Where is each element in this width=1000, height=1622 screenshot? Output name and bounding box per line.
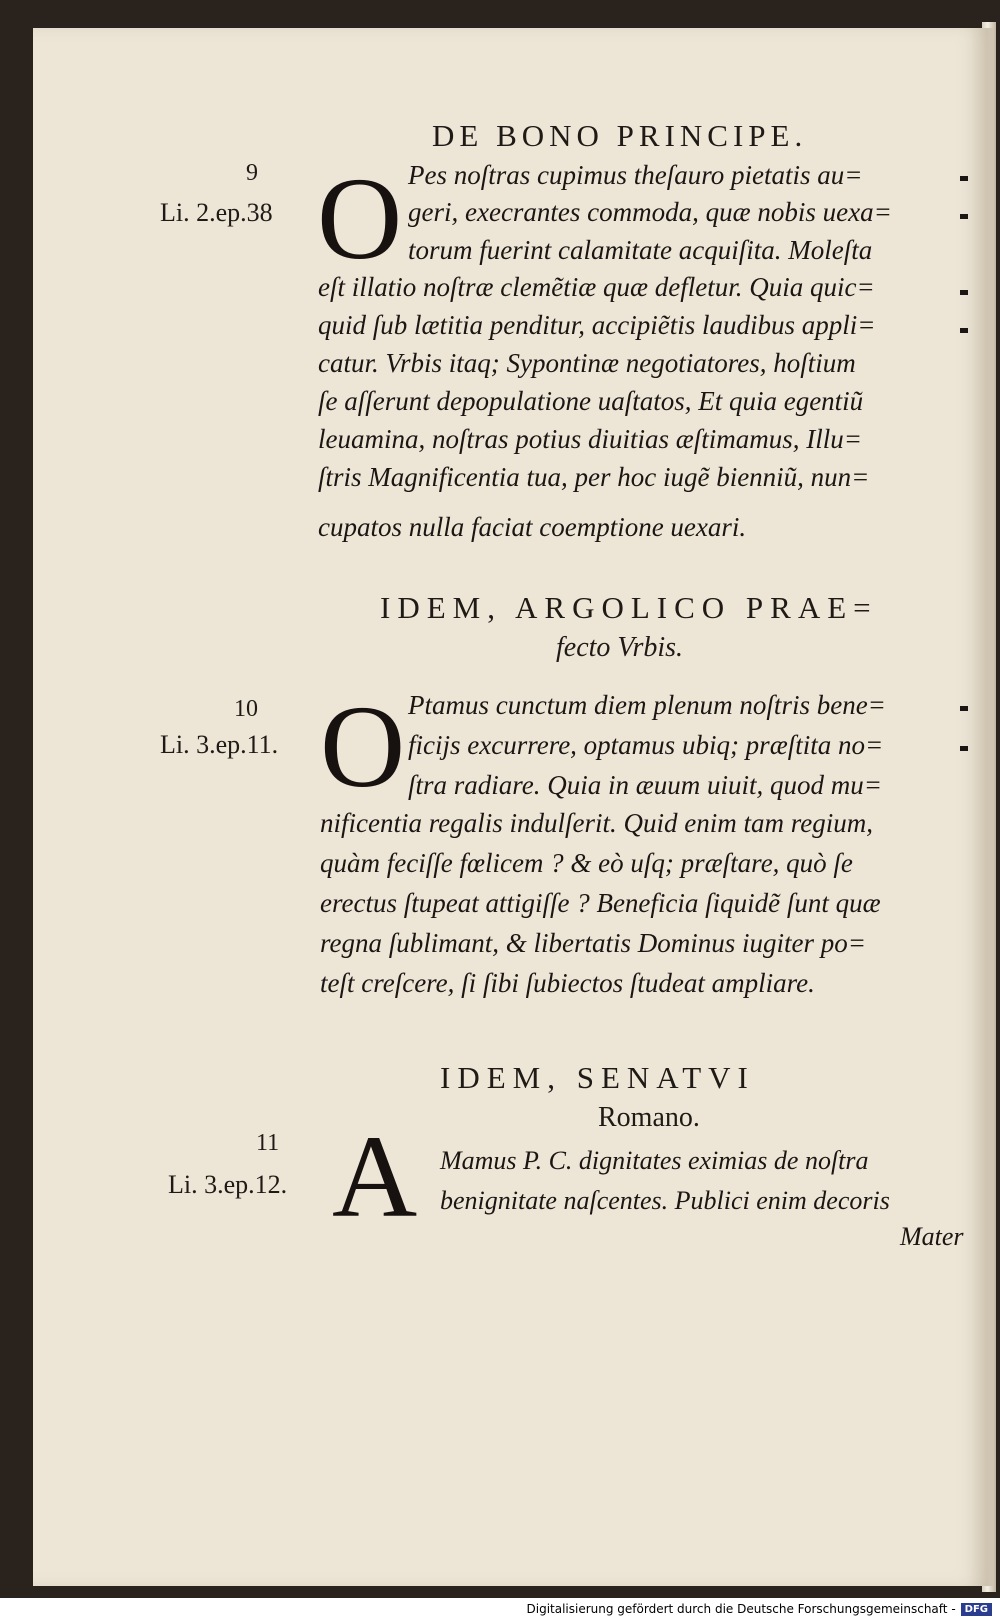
drop-initial: O	[320, 681, 406, 812]
footer-text: Digitalisierung gefördert durch die Deutsche Forschungsgemeinschaft -	[526, 1602, 956, 1616]
text-line: ſtris Magnificentia tua, per hoc iugẽ bienniũ, nun=	[318, 462, 870, 492]
section-subheading: Romano.	[598, 1102, 700, 1133]
text-line: benignitate naſcentes. Publici enim decoris	[440, 1186, 890, 1215]
text-line: cupatos nulla faciat coemptione uexari.	[318, 512, 747, 542]
text-line: ſtra radiare. Quia in æuum uiuit, quod mu=	[408, 770, 882, 800]
drop-initial: O	[317, 153, 403, 284]
section-number: 9	[246, 160, 258, 186]
text-line: Ptamus cunctum diem plenum noſtris bene=	[408, 690, 886, 720]
text-line: torum fuerint calamitate acquiſita. Moleſta	[408, 235, 873, 265]
edge-mark	[960, 290, 968, 295]
section-number: 11	[256, 1130, 280, 1156]
text-line: Mamus P. C. dignitates eximias de noſtra	[440, 1146, 869, 1175]
text-line: regna ſublimant, & libertatis Dominus iugiter po=	[320, 928, 866, 958]
text-line: teſt creſcere, ſi ſibi ſubiectos ſtudeat ampliare.	[320, 968, 815, 998]
edge-mark	[960, 176, 968, 181]
marginal-reference: Li. 2.ep.38	[160, 198, 273, 227]
edge-mark	[960, 328, 968, 333]
text-line: ſe aſſerunt depopulatione uaſtatos, Et quia egentiũ	[318, 386, 864, 416]
edge-mark	[960, 706, 968, 711]
digitization-footer	[527, 1602, 993, 1616]
text-line: quàm feciſſe fœlicem ? & eò uſq; præſtare, quò ſe	[320, 848, 853, 878]
text-line: eſt illatio noſtræ clemẽtiæ quæ defletur. Quia quic=	[318, 272, 875, 302]
marginal-reference: Li. 3.ep.12.	[168, 1170, 288, 1199]
text-line: ficijs excurrere, optamus ubiq; præſtita no=	[408, 730, 884, 760]
section-subheading: fecto Vrbis.	[556, 632, 684, 663]
text-line: erectus ſtupeat attigiſſe ? Beneficia ſiquidẽ ſunt quæ	[320, 888, 881, 918]
text-line: Pes noſtras cupimus theſauro pietatis au=	[408, 160, 863, 190]
marginal-reference: Li. 3.ep.11.	[160, 730, 279, 759]
drop-initial: A	[332, 1111, 418, 1242]
section-heading: IDEM, SENATVI	[440, 1060, 755, 1095]
text-line: quid ſub lætitia penditur, accipiẽtis laudibus appli=	[318, 310, 876, 340]
section-heading: IDEM, ARGOLICO PRAE=	[380, 590, 878, 625]
text-line: Mater	[900, 1222, 964, 1251]
dfg-logo-icon: DFG	[961, 1603, 992, 1616]
text-line: catur. Vrbis itaq; Sypontinæ negotiatores, hoſtium	[318, 348, 856, 378]
text-line: nificentia regalis indulſerit. Quid enim tam regium,	[320, 808, 873, 838]
edge-mark	[960, 746, 968, 751]
section-number: 10	[234, 696, 258, 722]
text-line: leuamina, noſtras potius diuitias æſtimamus, Illu=	[318, 424, 863, 454]
edge-mark	[960, 214, 968, 219]
text-line: geri, execrantes commoda, quæ nobis uexa=	[408, 197, 892, 227]
running-head: DE BONO PRINCIPE.	[432, 118, 808, 153]
